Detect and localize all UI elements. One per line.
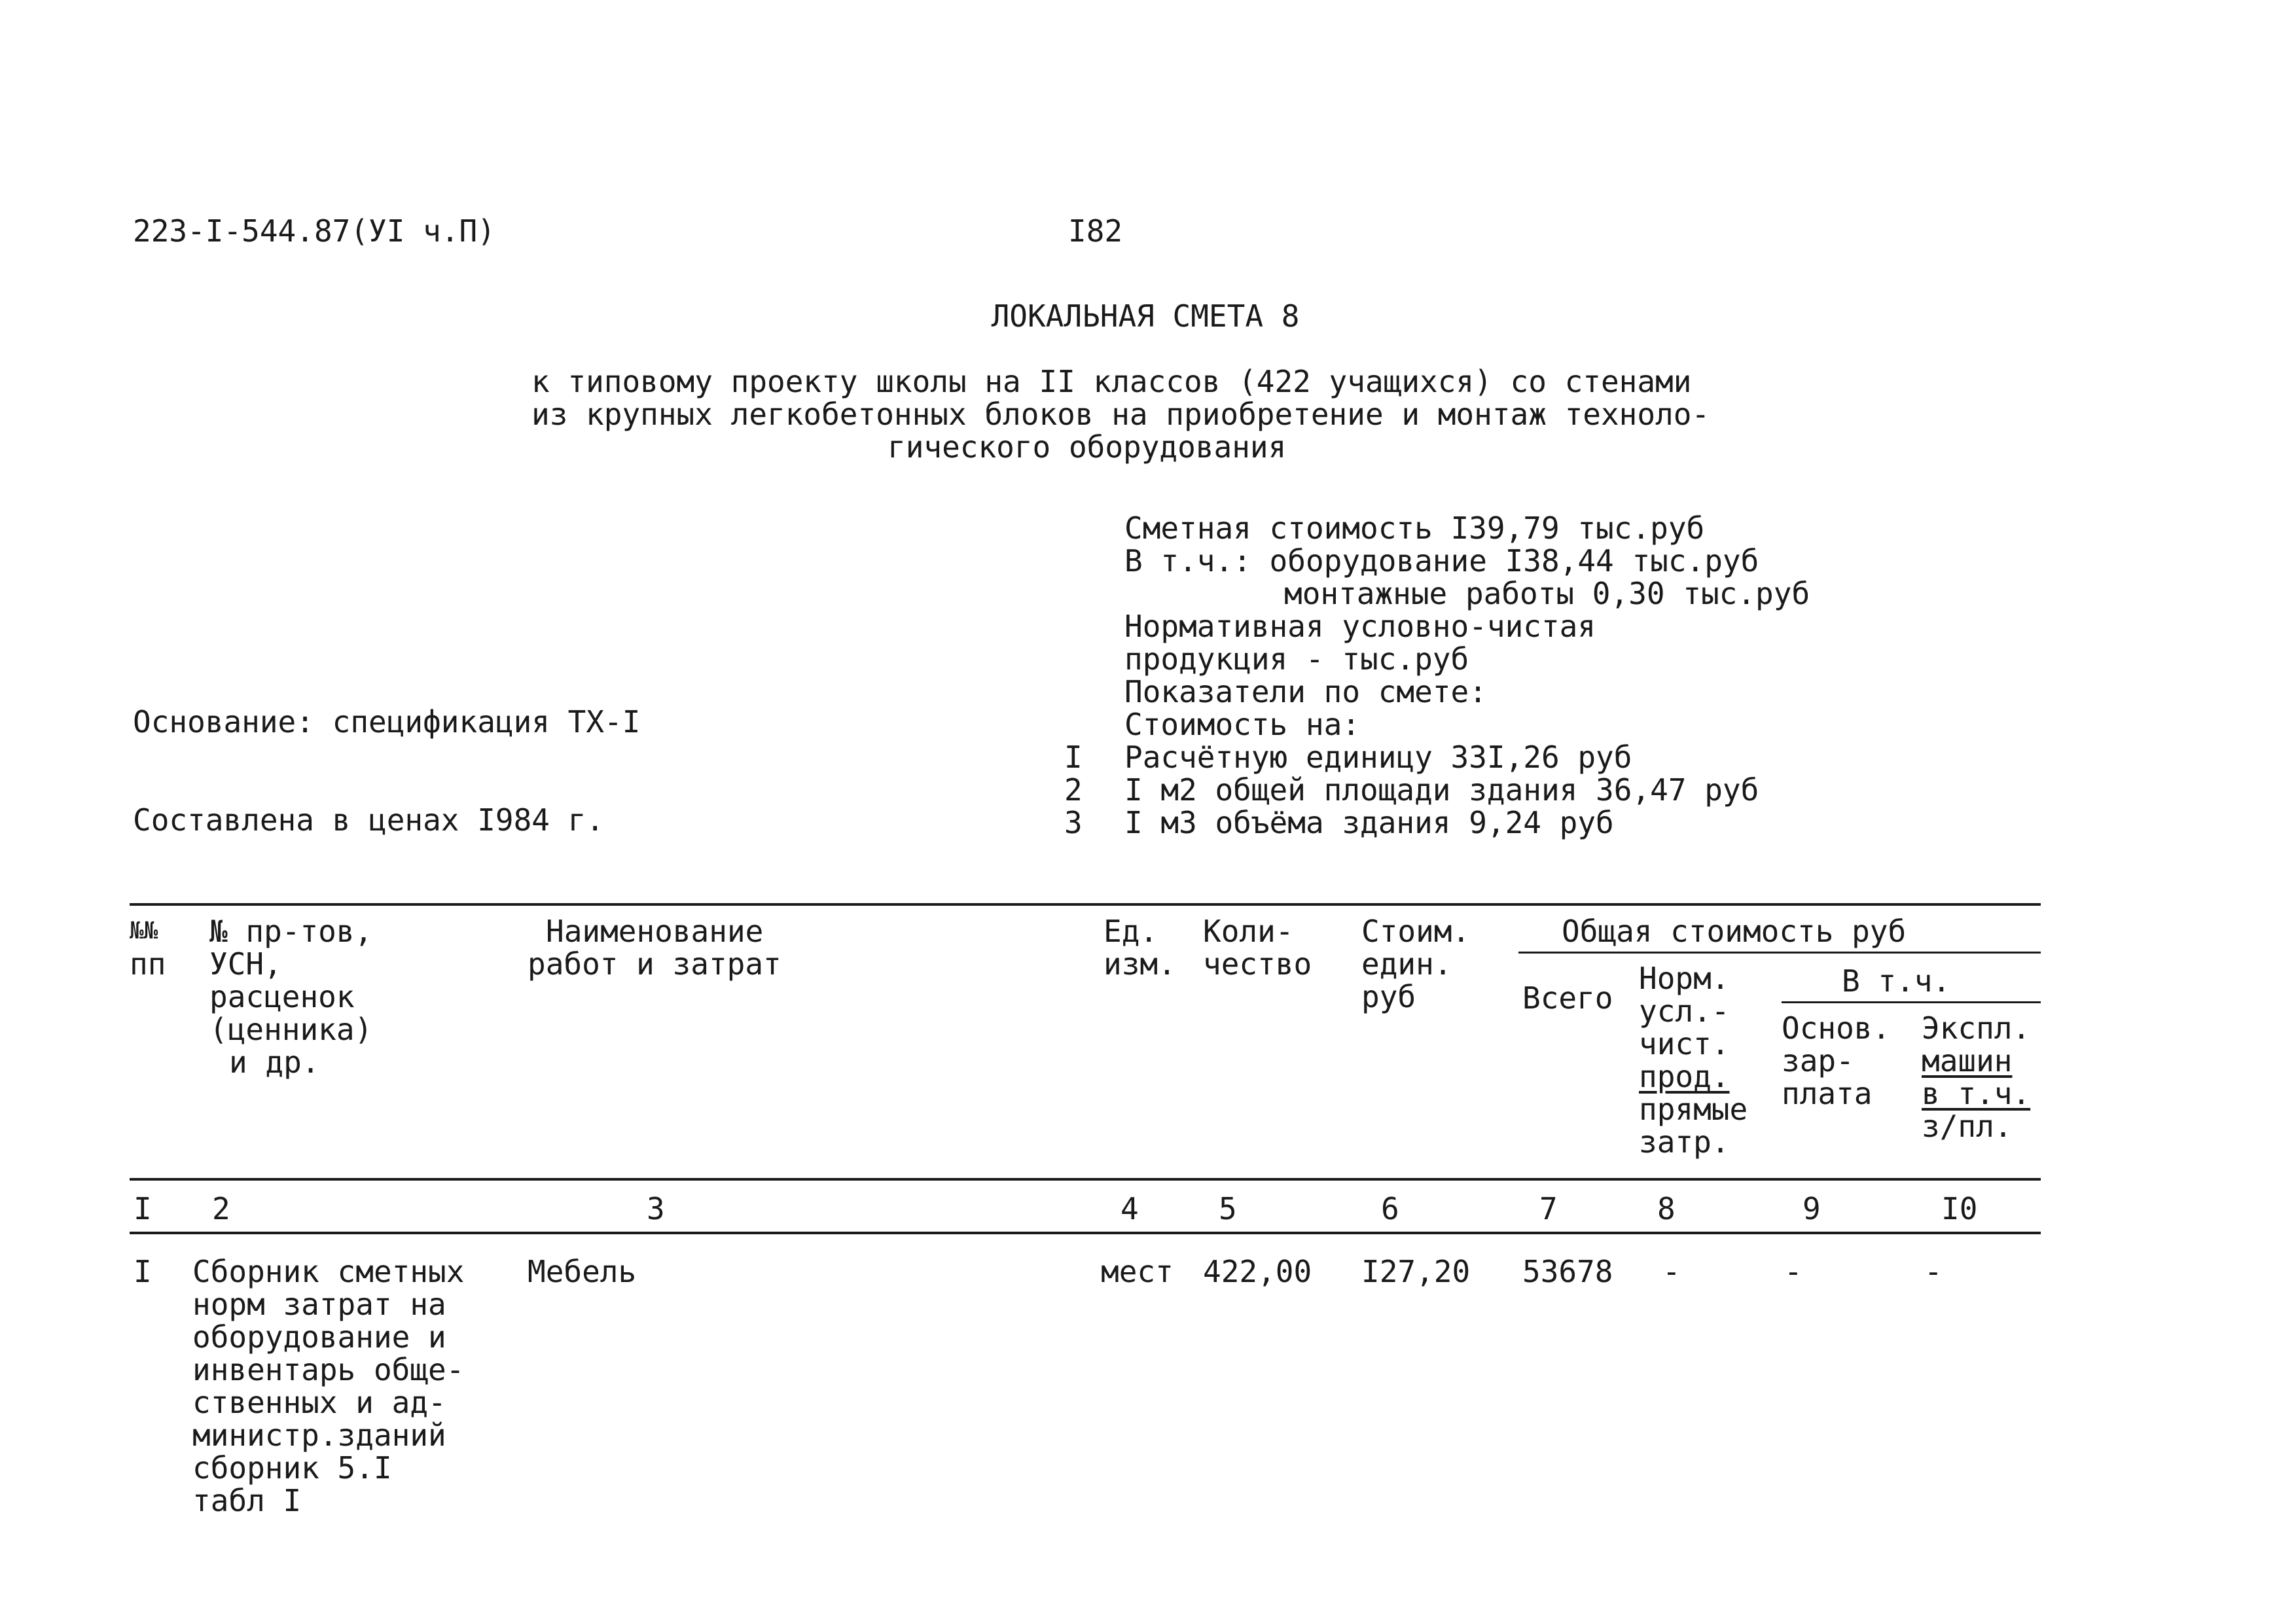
col5-header-line: чество — [1203, 946, 1312, 982]
numbering-bottom-rule — [130, 1232, 2041, 1234]
col9-header-line: Основ. — [1782, 1010, 1891, 1046]
col8-header-line: прямые — [1639, 1092, 1748, 1127]
column-number: I — [134, 1191, 152, 1226]
column-number: I0 — [1941, 1191, 1978, 1226]
col4-header-line: изм. — [1103, 946, 1176, 982]
column-number: 8 — [1657, 1191, 1676, 1226]
indicator-text: I м3 объёма здания 9,24 руб — [1124, 805, 1614, 840]
title-line-2: из крупных легкобетонных блоков на приобретение и монтаж техноло- — [531, 397, 1710, 432]
col10-header-line: Экспл. — [1922, 1010, 2031, 1046]
row-source-line: инвентарь обще- — [192, 1352, 465, 1387]
row-source-line: Сборник сметных — [192, 1254, 465, 1289]
indicator-text: Расчётную единицу 33I,26 руб — [1124, 740, 1632, 775]
row-total: 53678 — [1522, 1254, 1613, 1289]
header-bottom-rule — [130, 1178, 2041, 1181]
cost-per-heading: Стоимость на: — [1124, 707, 1361, 742]
col8-header-line: Норм. — [1639, 961, 1730, 996]
col2-header-line: расценок — [209, 979, 355, 1014]
col3-header-line: Наименование — [546, 914, 764, 949]
row-base-salary: - — [1784, 1254, 1803, 1289]
col2-header-line: (ценника) — [209, 1012, 373, 1047]
col9-header-line: зар- — [1782, 1043, 1854, 1079]
row-source-line: ственных и ад- — [192, 1385, 446, 1420]
row-norm-net: - — [1662, 1254, 1681, 1289]
column-number: 2 — [212, 1191, 230, 1226]
col10-header-line: машин — [1922, 1043, 2013, 1079]
col6-header-line: руб — [1361, 979, 1416, 1014]
incl-group-rule — [1782, 1001, 2041, 1003]
col8-header-line: прод. — [1639, 1059, 1730, 1094]
incl-group-header: В т.ч. — [1842, 963, 1951, 999]
row-unit-cost: I27,20 — [1361, 1254, 1471, 1289]
row-source-line: оборудование и — [192, 1319, 446, 1355]
indicator-number: 3 — [1064, 805, 1083, 840]
col10-header-line: з/пл. — [1922, 1109, 2013, 1144]
column-number: 4 — [1121, 1191, 1139, 1226]
col3-header-line: работ и затрат — [528, 946, 781, 982]
indicators-heading: Показатели по смете: — [1124, 674, 1487, 709]
col1-header-line: пп — [130, 946, 166, 982]
col2-header-line: № пр-тов, — [209, 914, 373, 949]
document-title: ЛОКАЛЬНАЯ СМЕТА 8 — [991, 298, 1300, 334]
basis-prices: Составлена в ценах I984 г. — [133, 802, 605, 838]
basis-foundation: Основание: спецификация ТХ-I — [133, 704, 641, 740]
normative-line-2: продукция - тыс.руб — [1124, 641, 1469, 677]
col4-header-line: Ед. — [1103, 914, 1158, 949]
col7-header: Всего — [1522, 980, 1613, 1016]
col8-header-line: усл.- — [1639, 993, 1730, 1029]
equipment-cost: В т.ч.: оборудование I38,44 тыс.руб — [1124, 543, 1759, 579]
row-source-line: сборник 5.I — [192, 1450, 392, 1486]
row-source-line: министр.зданий — [192, 1418, 446, 1453]
col2-header-line: и др. — [229, 1044, 320, 1080]
document-code: 223-I-544.87(УI ч.П) — [133, 213, 495, 249]
row-source-line: норм затрат на — [192, 1287, 446, 1322]
indicator-number: 2 — [1064, 772, 1083, 808]
column-number: 6 — [1381, 1191, 1399, 1226]
total-cost-group-header: Общая стоимость руб — [1562, 914, 1907, 949]
row-number: I — [134, 1254, 152, 1289]
col5-header-line: Коли- — [1203, 914, 1294, 949]
indicator-text: I м2 общей площади здания 36,47 руб — [1124, 772, 1759, 808]
table-top-rule — [130, 903, 2041, 906]
row-machines: - — [1924, 1254, 1943, 1289]
col9-header-line: плата — [1782, 1076, 1873, 1111]
column-number: 7 — [1539, 1191, 1558, 1226]
column-number: 3 — [647, 1191, 665, 1226]
indicator-number: I — [1064, 740, 1083, 775]
installation-cost: монтажные работы 0,30 тыс.руб — [1284, 576, 1810, 611]
row-unit: мест — [1101, 1254, 1174, 1289]
col10-header-line: в т.ч. — [1922, 1076, 2031, 1111]
normative-line-1: Нормативная условно-чистая — [1124, 609, 1596, 644]
row-work-name: Мебель — [528, 1254, 637, 1289]
col2-header-line: УСН, — [209, 946, 282, 982]
column-number: 5 — [1219, 1191, 1237, 1226]
title-line-3: гического оборудования — [888, 429, 1287, 465]
col6-header-line: Стоим. — [1361, 914, 1471, 949]
col8-header-line: чист. — [1639, 1026, 1730, 1061]
column-number: 9 — [1803, 1191, 1821, 1226]
col6-header-line: един. — [1361, 946, 1452, 982]
total-group-rule — [1518, 952, 2041, 954]
col1-header-line: №№ — [130, 918, 158, 944]
page-number: I82 — [1068, 213, 1123, 249]
estimated-cost: Сметная стоимость I39,79 тыс.руб — [1124, 510, 1705, 546]
row-source-line: табл I — [192, 1483, 302, 1518]
row-quantity: 422,00 — [1203, 1254, 1312, 1289]
title-line-1: к типовому проекту школы на II классов (422 учащихся) со стенами — [531, 364, 1692, 399]
col8-header-line: затр. — [1639, 1124, 1730, 1160]
